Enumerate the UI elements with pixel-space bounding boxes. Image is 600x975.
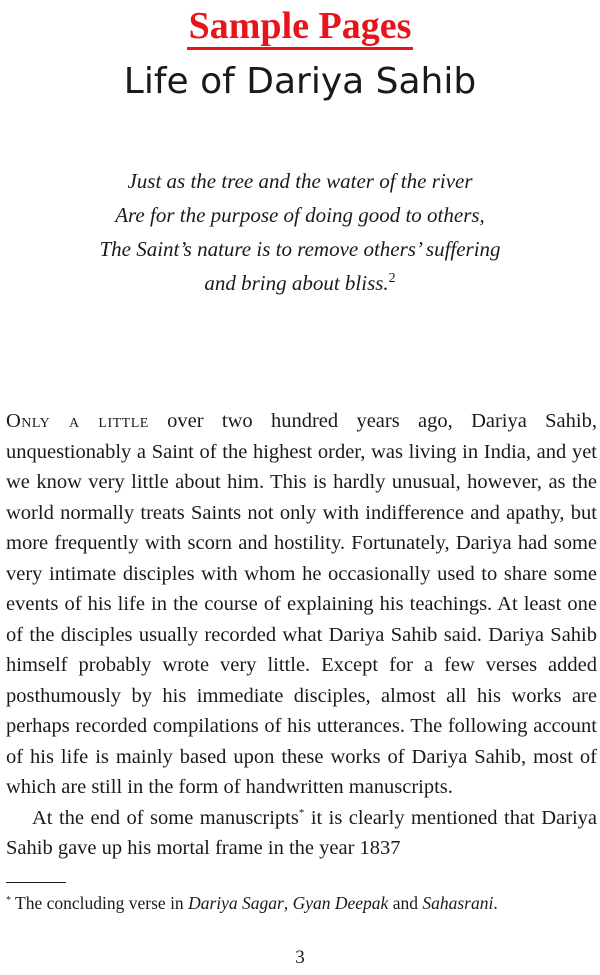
epigraph-line: Are for the purpose of doing good to others, xyxy=(115,203,485,227)
epigraph-line: Just as the tree and the water of the river xyxy=(127,169,473,193)
footnote-reference: * xyxy=(298,806,305,819)
body-text xyxy=(6,406,597,864)
work-title: Dariya Sagar xyxy=(188,893,284,913)
epigraph-line: The Saint’s nature is to remove others’ suffering xyxy=(99,237,501,261)
footnote-text: and xyxy=(388,893,423,913)
sample-pages-banner xyxy=(0,4,600,48)
banner-label: Sample Pages xyxy=(187,5,414,50)
epigraph-line-text: and bring about bliss. xyxy=(204,271,389,295)
footnote-text: . xyxy=(493,893,498,913)
paragraph xyxy=(6,406,597,803)
page-number: 3 xyxy=(295,947,305,968)
footnote xyxy=(6,891,597,915)
footnote-marker: * xyxy=(6,895,11,906)
paragraph xyxy=(6,803,597,864)
footnote-text: , xyxy=(283,893,293,913)
footnote-divider xyxy=(6,882,66,883)
epigraph-line xyxy=(0,266,600,300)
work-title: Gyan Deepak xyxy=(292,893,389,913)
paragraph-text: over two hundred years ago, Dariya Sahib, unquestionably a Saint of the highest order, was living in India, and yet we know very little about him. This is hardly unusual, however, as the world normally treats Saints not only with indifference and apathy, but more frequently with scorn and hostility. Fortunately, Dariya had some very intimate disciples with whom he occasionally used to share some events of his life in the course of explaining his teachings. At least one of the disciples usually recorded what Dariya Sahib said. Dariya Sahib himself probably wrote very little. Except for a few verses added posthumously by his immediate disciples, almost all his works are perhaps recorded compilations of his utterances. The following account of his life is mainly based upon these works of Dariya Sahib, most of which are still in the form of handwritten manuscripts. xyxy=(6,410,597,798)
paragraph-text: it is clearly mentioned that Dariya Sahib gave up his mortal frame in the year 1837 xyxy=(6,806,597,859)
footnote-text: The concluding verse in xyxy=(11,893,189,913)
chapter-title: Life of Dariya Sahib xyxy=(123,61,477,102)
paragraph-lead-in: Only a little xyxy=(6,410,149,432)
epigraph xyxy=(0,164,600,300)
paragraph-text: At the end of some manuscripts xyxy=(32,806,299,829)
work-title: Sahasrani xyxy=(422,893,494,913)
endnote-reference: 2 xyxy=(388,271,396,286)
